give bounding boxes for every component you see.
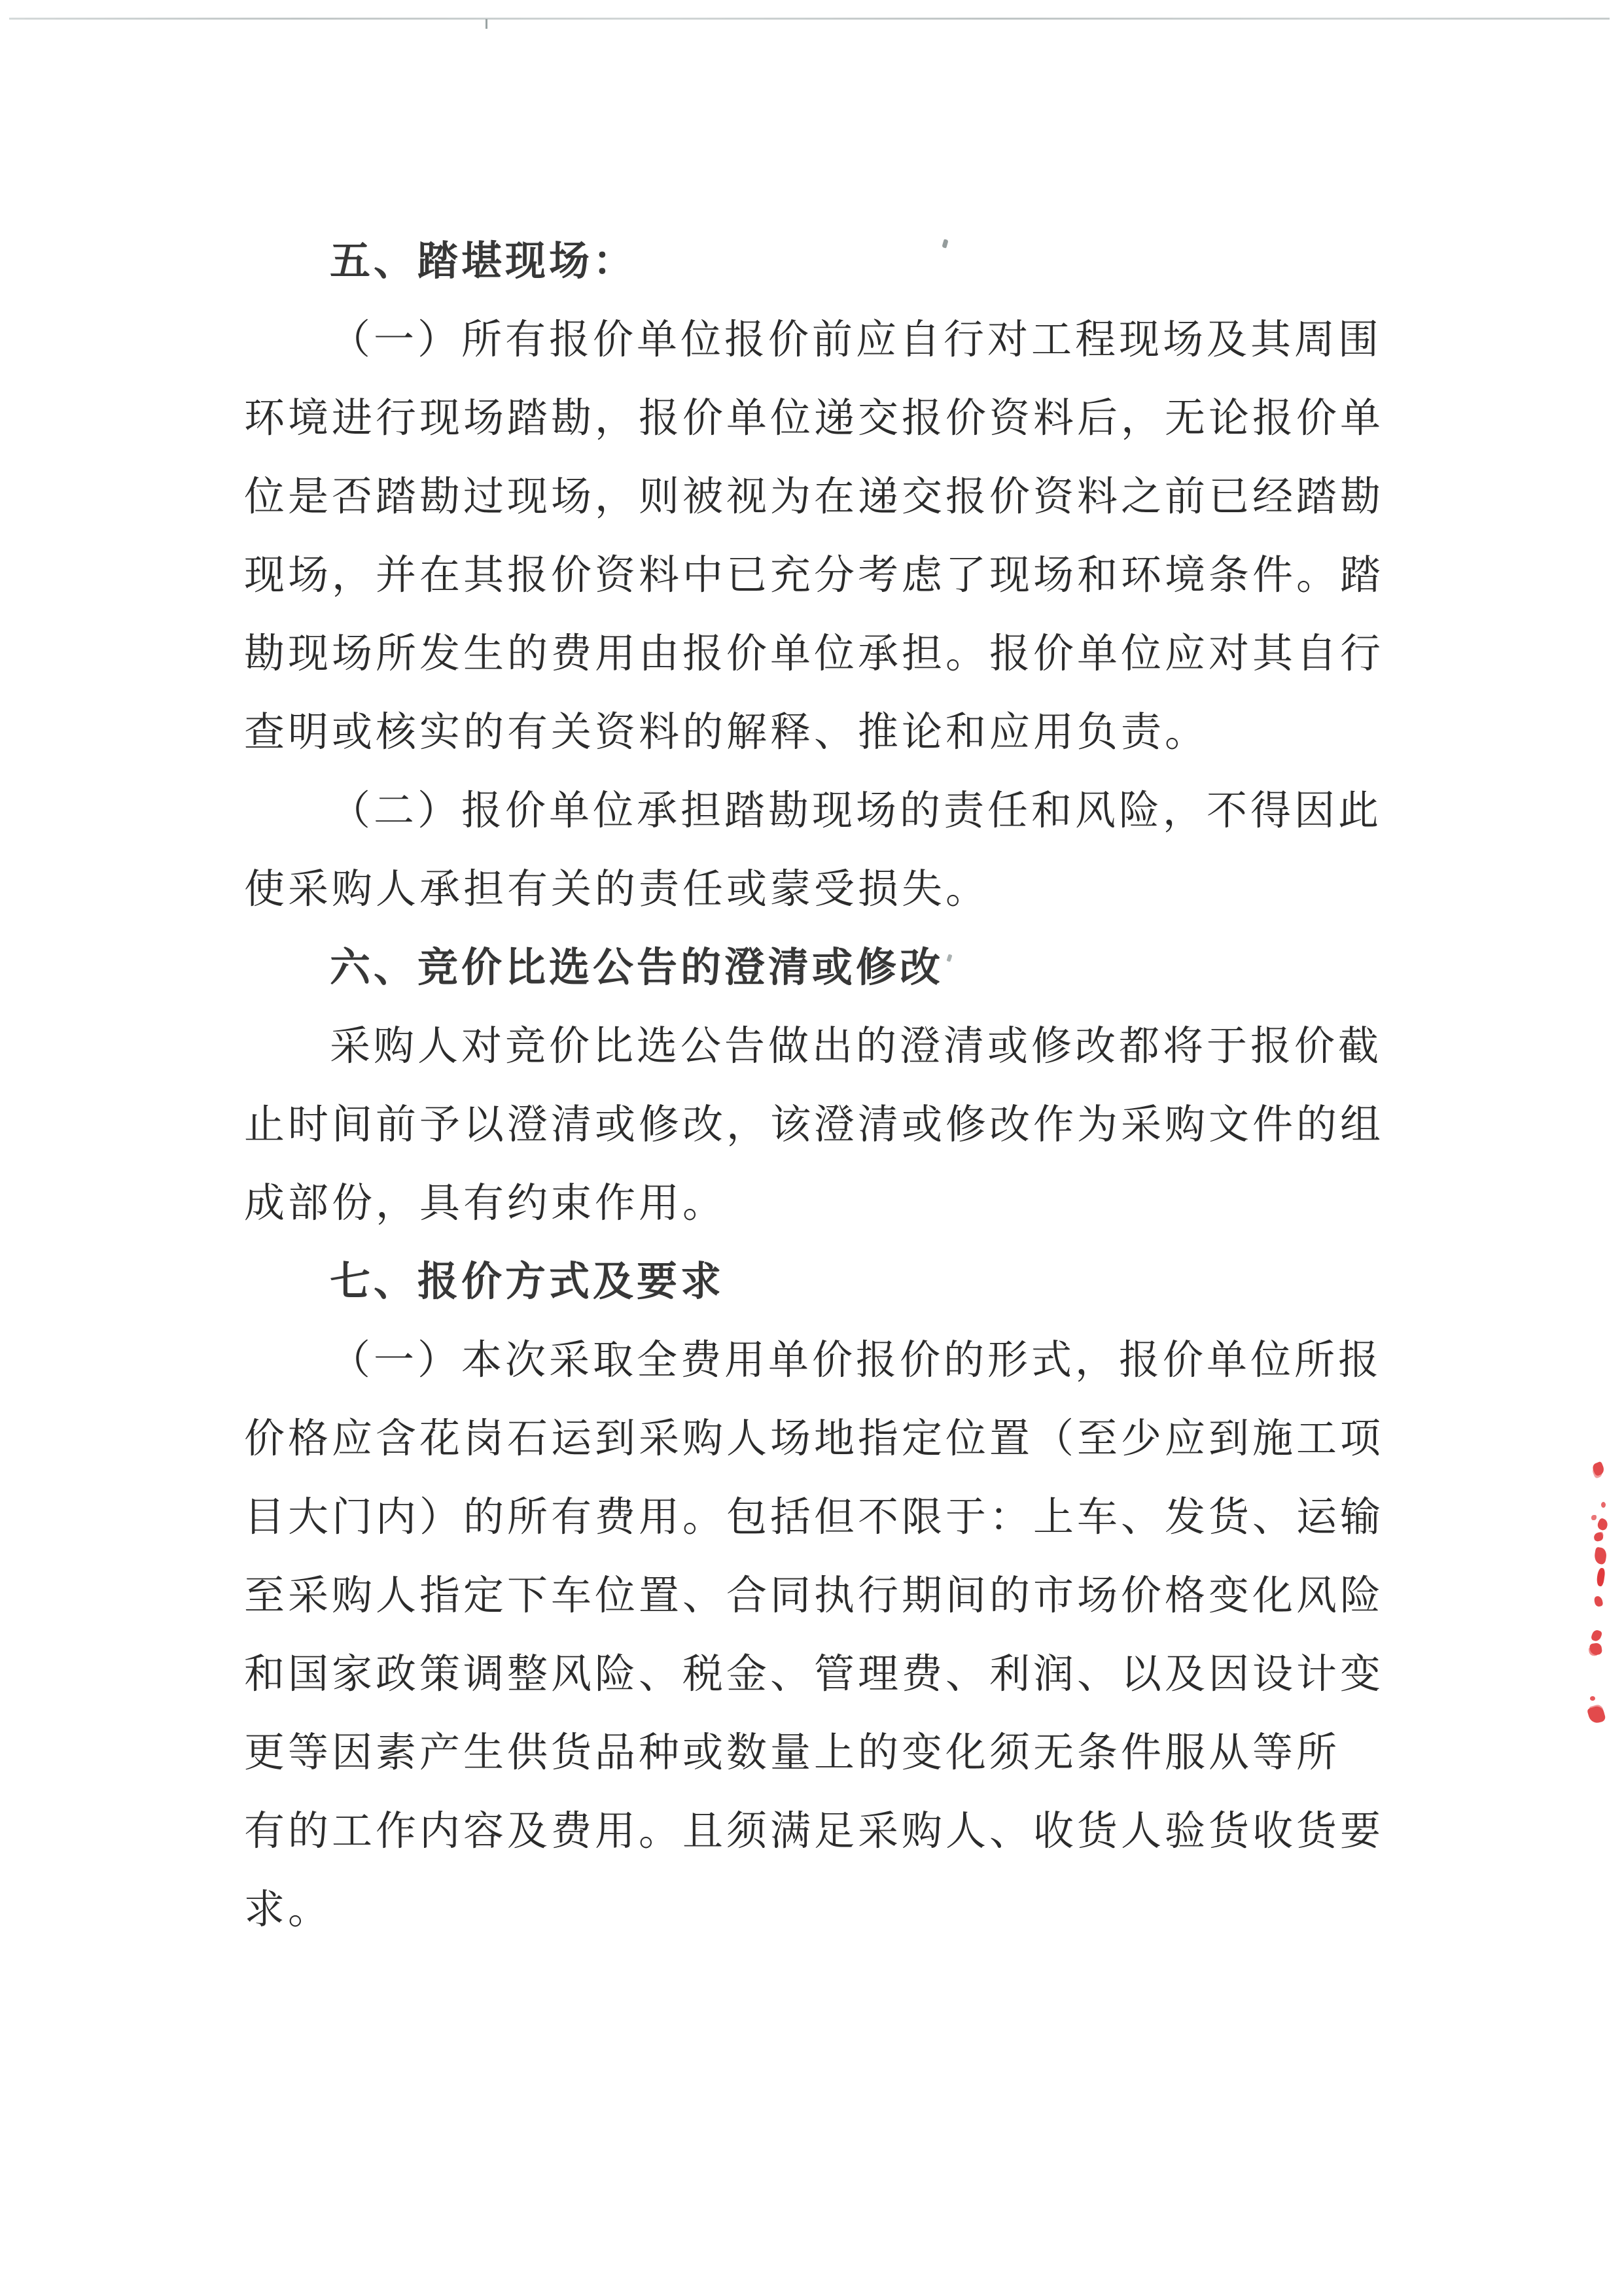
text-line: 使采购人承担有关的责任或蒙受损失。 (244, 867, 990, 912)
seal-ink-blob (1601, 1502, 1606, 1508)
text-line: 成部份，具有约束作用。 (244, 1181, 727, 1226)
scan-artifact-line (9, 18, 1610, 20)
text-line: 位是否踏勘过现场，则被视为在递交报价资料之前已经踏勘 (244, 475, 1385, 519)
seal-ink-blob (1587, 1705, 1606, 1725)
text-line: 勘现场所发生的费用由报价单位承担。报价单位应对其自行 (244, 632, 1385, 676)
text-line: 止时间前予以澄清或修改，该澄清或修改作为采购文件的组 (244, 1103, 1385, 1147)
section-6-heading: 六、竞价比选公告的澄清或修改 (330, 945, 944, 990)
red-seal-fragments (1586, 1459, 1624, 1728)
seal-ink-blob (1591, 1461, 1606, 1477)
section-7-heading: 七、报价方式及要求 (330, 1259, 725, 1304)
text-line: 更等因素产生供货品种或数量上的变化须无条件服从等所 (244, 1731, 1341, 1775)
text-line: 和国家政策调整风险、税金、管理费、利润、以及因设计变 (244, 1652, 1385, 1697)
seal-ink-blob (1589, 1643, 1602, 1656)
seal-ink-blob (1590, 1696, 1595, 1701)
text-line: 价格应含花岗石运到采购人场地指定位置（至少应到施工项 (244, 1417, 1385, 1461)
seal-ink-blob (1596, 1567, 1606, 1586)
text-line: 至采购人指定下车位置、合同执行期间的市场价格变化风险 (244, 1574, 1385, 1618)
text-line: 目大门内）的所有费用。包括但不限于：上车、发货、运输 (244, 1495, 1385, 1540)
seal-ink-blob (1593, 1595, 1603, 1607)
seal-ink-blob (1591, 1629, 1603, 1643)
seal-ink-blob (1593, 1531, 1604, 1542)
text-line: 环境进行现场踏勘，报价单位递交报价资料后，无论报价单 (244, 396, 1385, 441)
text-line: （一）所有报价单位报价前应自行对工程现场及其周围 (330, 318, 1383, 362)
text-line: 现场，并在其报价资料中已充分考虑了现场和环境条件。踏 (244, 553, 1385, 598)
document-body (244, 222, 1402, 1949)
text-line: 采购人对竞价比选公告做出的澄清或修改都将于报价截 (330, 1024, 1383, 1069)
section-5-heading: 五、踏堪现场： (330, 239, 637, 284)
text-line: （一）本次采取全费用单价报价的形式，报价单位所报 (330, 1338, 1383, 1383)
seal-ink-blob (1591, 1515, 1597, 1520)
text-line: 有的工作内容及费用。且须满足采购人、收货人验货收货要 (244, 1809, 1385, 1854)
text-line: 查明或核实的有关资料的解释、推论和应用负责。 (244, 710, 1209, 755)
text-line: （二）报价单位承担踏勘现场的责任和风险，不得因此 (330, 789, 1383, 833)
scan-artifact-tick (485, 19, 487, 29)
seal-ink-blob (1596, 1518, 1610, 1532)
seal-ink-blob (1593, 1547, 1608, 1565)
text-line: 求。 (244, 1888, 332, 1932)
